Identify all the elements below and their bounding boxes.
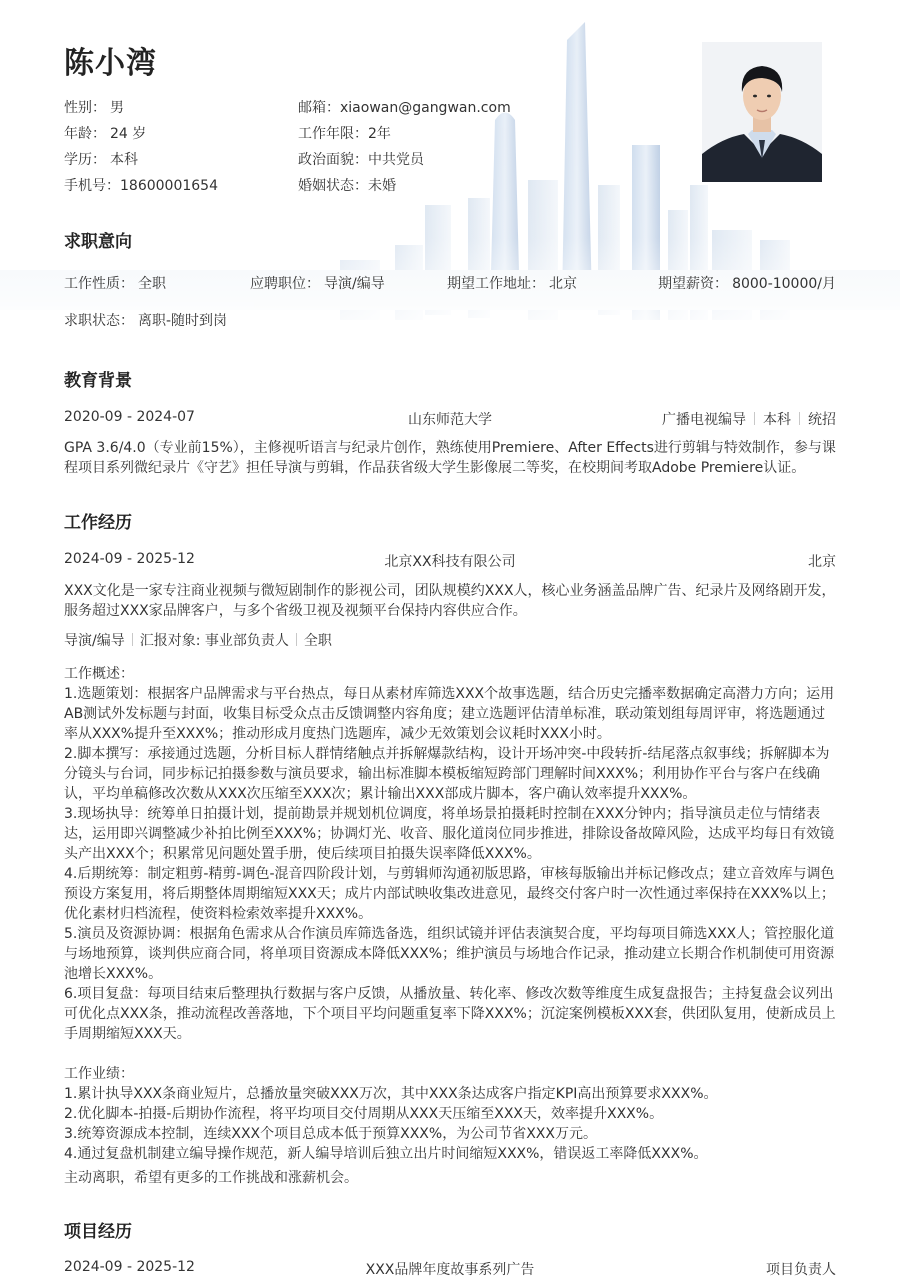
work-years-label: 工作年限： [298, 126, 368, 142]
location-label: 期望工作地址： [447, 276, 545, 292]
political-value: 中共党员 [368, 152, 424, 168]
education-period: 2020-09 - 2024-07 [64, 409, 195, 425]
school-name: 山东师范大学 [408, 412, 492, 428]
age-row [64, 123, 146, 143]
location-value: 北京 [549, 276, 577, 292]
education-level-value: 本科 [110, 152, 138, 168]
work-detail-line: 认，平均单稿修改次数从XXX次压缩至XXX次；累计输出XXX部成片脚本，客户确认效率提升XXX%。 [64, 786, 697, 802]
work-detail-line: 达，运用即兴调整减少补拍比例至XXX%；协调灯光、收音、服化道岗位同步推进，排除设备故障风险，达成平均每日有效镜 [64, 826, 835, 842]
salary-row [658, 273, 836, 293]
candidate-name: 陈小湾 [64, 46, 157, 81]
work-detail-line: 3.统筹资源成本控制，连续XXX个项目总成本低于预算XXX%，为公司节省XXX万元。 [64, 1126, 597, 1142]
company-intro-line: XXX文化是一家专注商业视频与微短剧制作的影视公司，团队规模约XXX人，核心业务涵盖品牌广告、纪录片及网络剧开发， [64, 583, 836, 599]
degree: 本科 [763, 412, 791, 428]
gender-value: 男 [110, 100, 124, 116]
age-label: 年龄： [64, 126, 106, 142]
education-section-title: 教育背景 [64, 371, 132, 391]
job-type-value: 全职 [138, 276, 166, 292]
education-meta [662, 409, 836, 429]
political-label: 政治面貌： [298, 152, 368, 168]
intent-section-title: 求职意向 [64, 232, 132, 252]
project-section-title: 项目经历 [64, 1222, 132, 1242]
work-detail-line: 率从XXX%提升至XXX%；推动形成月度热门选题库，减少无效策划会议耗时XXX小时。 [64, 726, 611, 742]
status-label: 求职状态： [64, 313, 134, 329]
work-detail-line: 池增长XXX%。 [64, 966, 163, 982]
work-years-row [298, 123, 391, 143]
gender-label: 性别： [64, 100, 106, 116]
work-detail-line: 与场地预算，谈判供应商合同，将单项目资源成本降低XXX%；维护演员与场地合作记录，推动建立长期合作机制使可用资源 [64, 946, 835, 962]
work-detail-line: 工作概述： [64, 666, 134, 682]
phone-row [64, 175, 218, 195]
divider [754, 412, 755, 425]
portrait-icon [702, 42, 822, 182]
position-label: 应聘职位： [250, 276, 320, 292]
project-period: 2024-09 - 2025-12 [64, 1259, 195, 1275]
email-label: 邮箱： [298, 100, 340, 116]
status-value: 离职-随时到岗 [138, 313, 228, 329]
status-row [64, 310, 227, 330]
major: 广播电视编导 [662, 412, 746, 428]
work-detail-line: 6.项目复盘：每项目结束后整理执行数据与客户反馈，从播放量、转化率、修改次数等维度生成复盘报告；主持复盘会议列出 [64, 986, 834, 1002]
company-intro [64, 581, 836, 621]
divider [132, 633, 133, 646]
work-detail-line: 2.脚本撰写：承接通过选题，分析目标人群情绪触点并拆解爆款结构，设计开场冲突-中段转折-结尾落点叙事线；拆解脚本为 [64, 746, 830, 762]
study-mode: 统招 [808, 412, 836, 428]
marital-label: 婚姻状态： [298, 178, 368, 194]
salary-label: 期望薪资： [658, 276, 729, 292]
work-detail-line: AB测试外发标题与封面，收集目标受众点击反馈调整内容角度；建立选题评估清单标准，联动策划组每周评审，将选题通过 [64, 706, 826, 722]
work-detail-line: 头产出XXX个；积累常见问题处置手册，使后续项目拍摄失误率降低XXX%。 [64, 846, 541, 862]
company-intro-line: 服务超过XXX家品牌客户，与多个省级卫视及视频平台保持内容供应合作。 [64, 603, 527, 619]
work-detail-line: 5.演员及资源协调：根据角色需求从合作演员库筛选备选，组织试镜并评估表演契合度，平均每项目筛选XXX人；管控服化道 [64, 926, 835, 942]
education-desc-line: GPA 3.6/4.0（专业前15%），主修视听语言与纪录片创作，熟练使用Premiere、After Effects进行剪辑与特效制作，参与课 [64, 440, 836, 456]
age-value: 24 岁 [110, 126, 147, 142]
job-type-label: 工作性质： [64, 276, 134, 292]
work-years-value: 2年 [368, 126, 391, 142]
avatar [702, 42, 822, 182]
gender-row [64, 97, 124, 117]
work-detail-line: 1.累计执导XXX条商业短片，总播放量突破XXX万次，其中XXX条达成客户指定KPI高出预算要求XXX%。 [64, 1086, 718, 1102]
phone-label: 手机号： [64, 178, 120, 194]
project-name: XXX品牌年度故事系列广告 [365, 1262, 535, 1278]
education-level-row [64, 149, 138, 169]
work-tags [64, 630, 332, 650]
work-tag: 全职 [303, 633, 332, 649]
work-detail-line: 优化素材归档流程，使资料检索效率提升XXX%。 [64, 906, 373, 922]
position-value: 导演/编导 [324, 276, 385, 292]
political-row [298, 149, 424, 169]
work-detail-line: 可优化点XXX条，推动流程改善落地，下个项目平均问题重复率下降XXX%；沉淀案例模板XXX套，供团队复用，使新成员上 [64, 1006, 836, 1022]
location-row [447, 273, 577, 293]
work-detail-line: 分镜头与台词，同步标记拍摄参数与演员要求，输出标准脚本模板缩短跨部门理解时间XXX%；利用协作平台与客户在线确 [64, 766, 821, 782]
work-tag: 汇报对象: 事业部负责人 [139, 633, 289, 649]
work-detail-line: 1.选题策划：根据客户品牌需求与平台热点，每日从素材库筛选XXX个故事选题，结合历史完播率数据确定高潜力方向；运用 [64, 686, 835, 702]
phone-value: 18600001654 [120, 178, 218, 194]
divider [799, 412, 800, 425]
work-detail-line: 4.通过复盘机制建立编导操作规范，新人编导培训后独立出片时间缩短XXX%，错误返工率降低XXX%。 [64, 1146, 708, 1162]
work-detail-line: 手周期缩短XXX天。 [64, 1026, 191, 1042]
work-detail-line: 预设方案复用，将后期整体周期缩短XXX天；成片内部试映收集改进意见，最终交付客户时一次性通过率保持在XXX%以上； [64, 886, 835, 902]
work-detail-line: 4.后期统筹：制定粗剪-精剪-调色-混音四阶段计划，与剪辑师沟通初版思路，审核每版输出并标记修改点；建立音效库与调色 [64, 866, 835, 882]
marital-row [298, 175, 396, 195]
project-role: 项目负责人 [766, 1262, 836, 1278]
work-detail-line: 3.现场执导：统筹单日拍摄计划，提前勘景并规划机位调度，将单场景拍摄耗时控制在XXX分钟内；指导演员走位与情绪表 [64, 806, 821, 822]
marital-value: 未婚 [368, 178, 396, 194]
education-description [64, 438, 836, 478]
email-row [298, 97, 511, 117]
email-value: xiaowan@gangwan.com [340, 100, 511, 116]
work-details [64, 664, 836, 1164]
work-section-title: 工作经历 [64, 513, 132, 533]
leave-reason: 主动离职，希望有更多的工作挑战和涨薪机会。 [64, 1170, 358, 1186]
divider [296, 633, 297, 646]
education-level-label: 学历： [64, 152, 106, 168]
work-period: 2024-09 - 2025-12 [64, 551, 195, 567]
job-type-row [64, 273, 166, 293]
work-city: 北京 [808, 554, 836, 570]
work-detail-line: 2.优化脚本-拍摄-后期协作流程，将平均项目交付周期从XXX天压缩至XXX天，效率提升XXX%。 [64, 1106, 664, 1122]
salary-value: 8000-10000/月 [732, 276, 836, 292]
work-tag: 导演/编导 [64, 633, 125, 649]
blank-line [64, 1044, 836, 1064]
company-name: 北京XX科技有限公司 [384, 554, 516, 570]
education-desc-line: 程项目系列微纪录片《守艺》担任导演与剪辑，作品获省级大学生影像展二等奖，在校期间考取Adobe Premiere认证。 [64, 460, 806, 476]
position-row [250, 273, 385, 293]
work-detail-line: 工作业绩： [64, 1066, 134, 1082]
